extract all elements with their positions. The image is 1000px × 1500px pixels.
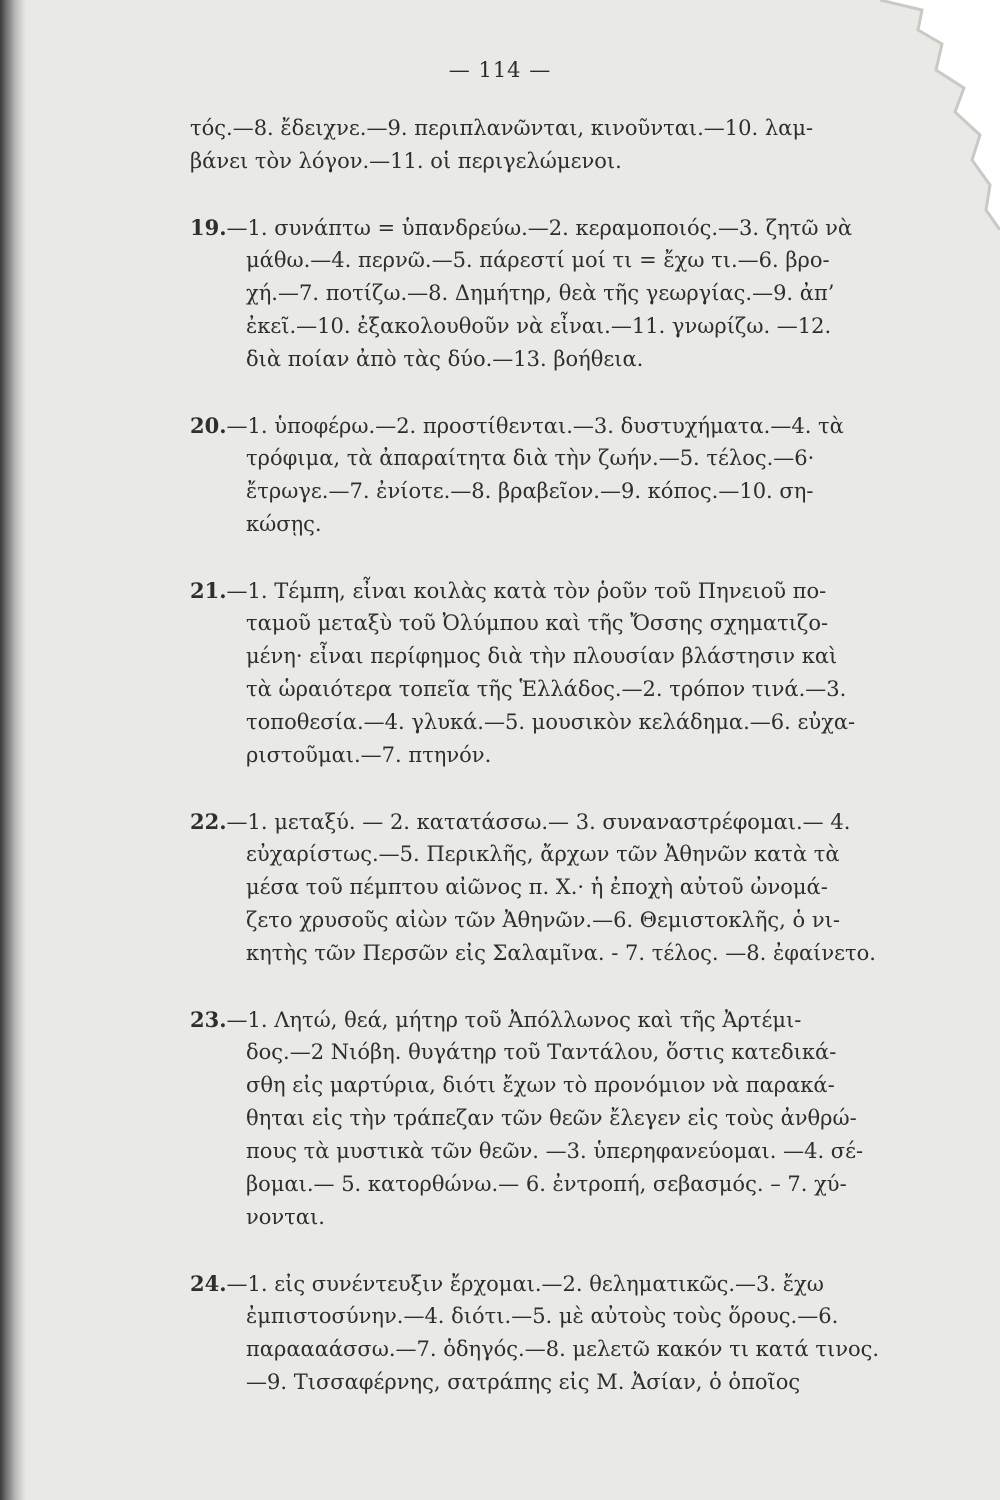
text-line: τός.—8. ἔδειχνε.—9. περιπλανῶνται, κινοῦνται.—10. λαμ- (190, 116, 814, 140)
paragraph (190, 805, 990, 970)
paragraph (190, 1267, 990, 1399)
binding-shadow (0, 0, 26, 1500)
paragraph (190, 112, 990, 178)
paragraph-number: 20. (190, 413, 227, 438)
text-line: δος.—2 Νιόβη. θυγάτηρ τοῦ Ταντάλου, ὅστις κατεδικά- (246, 1040, 837, 1064)
paragraph (190, 574, 990, 772)
text-line: ριστοῦμαι.—7. πτηνόν. (246, 743, 492, 767)
text-line: βομαι.— 5. κατορθώνω.— 6. ἐντροπή, σεβασμός. – 7. χύ- (246, 1172, 847, 1196)
text-line (190, 805, 990, 838)
paragraph-number: 21. (190, 578, 227, 603)
paragraph-number: 23. (190, 1007, 227, 1032)
text-line: κώσῃς. (246, 512, 322, 536)
text-body (190, 112, 990, 1432)
text-line: παραααάσσω.—7. ὁδηγός.—8. μελετῶ κακόν τι κατά τινος. (246, 1337, 880, 1361)
text-line: χή.—7. ποτίζω.—8. Δημήτηρ, θεὰ τῆς γεωργίας.—9. ἀπ’ (246, 281, 835, 305)
line-text: —1. μεταξύ. — 2. κατατάσσω.— 3. συναναστρέφομαι.— 4. (226, 810, 851, 834)
text-line (190, 574, 990, 607)
line-text: —1. Τέμπη, εἶναι κοιλὰς κατὰ τὸν ῥοῦν τοῦ Πηνειοῦ πο- (226, 579, 827, 603)
page-number: — 114 — (448, 58, 552, 82)
text-line: μάθω.—4. περνῶ.—5. πάρεστί μοί τι = ἔχω τι.—6. βρο- (246, 248, 830, 272)
text-line (190, 211, 990, 244)
paragraph (190, 211, 990, 376)
text-line: σθη εἰς μαρτύρια, διότι ἔχων τὸ προνόμιον νὰ παρακά- (246, 1073, 835, 1097)
text-line: νονται. (246, 1205, 325, 1229)
paragraph (190, 1003, 990, 1234)
paragraph (190, 409, 990, 541)
text-line: ἐμπιστοσύνην.—4. διότι.—5. μὲ αὐτοὺς τοὺς ὅρους.—6. (246, 1304, 839, 1328)
text-line: θηται εἰς τὴν τράπεζαν τῶν θεῶν ἔλεγεν εἰς τοὺς ἀνθρώ- (246, 1106, 857, 1130)
paragraph-number: 22. (190, 809, 227, 834)
text-line: βάνει τὸν λόγον.—11. οἱ περιγελώμενοι. (190, 149, 622, 173)
paragraph-number: 19. (190, 215, 227, 240)
text-line: τοποθεσία.—4. γλυκά.—5. μουσικὸν κελάδημα.—6. εὐχα- (246, 710, 856, 734)
text-line: ἐκεῖ.—10. ἐξακολουθοῦν νὰ εἶναι.—11. γνωρίζω. —12. (246, 314, 832, 338)
text-line (190, 409, 990, 442)
text-line: τὰ ὡραιότερα τοπεῖα τῆς Ἑλλάδος.—2. τρόπον τινά.—3. (246, 677, 847, 701)
text-line: εὐχαρίστως.—5. Περικλῆς, ἄρχων τῶν Ἀθηνῶν κατὰ τὰ (246, 842, 840, 866)
text-line: κητὴς τῶν Περσῶν εἰς Σαλαμῖνα. - 7. τέλος. —8. ἐφαίνετο. (246, 941, 876, 965)
text-line (190, 1003, 990, 1036)
line-text: —1. ὑποφέρω.—2. προστίθενται.—3. δυστυχήματα.—4. τὰ (226, 414, 844, 438)
text-line: πους τὰ μυστικὰ τῶν θεῶν. —3. ὑπερηφανεύομαι. —4. σέ- (246, 1139, 864, 1163)
text-line: —9. Τισσαφέρνης, σατράπης εἰς Μ. Ἀσίαν, ὁ ὁποῖος (246, 1370, 801, 1394)
paragraph-number: 24. (190, 1271, 227, 1296)
text-line: τρόφιμα, τὰ ἀπαραίτητα διὰ τὴν ζωήν.—5. τέλος.—6· (246, 446, 815, 470)
line-text: —1. συνάπτω = ὑπανδρεύω.—2. κεραμοποιός.—3. ζητῶ νὰ (226, 216, 853, 240)
text-line: ἔτρωγε.—7. ἐνίοτε.—8. βραβεῖον.—9. κόπος.—10. ση- (246, 479, 814, 503)
text-line: μέσα τοῦ πέμπτου αἰῶνος π. Χ.· ἡ ἐποχὴ αὐτοῦ ὠνομά- (246, 875, 828, 899)
text-line: ζετο χρυσοῦς αἰὼν τῶν Ἀθηνῶν.—6. Θεμιστοκλῆς, ὁ νι- (246, 908, 840, 932)
line-text: —1. εἰς συνέντευξιν ἔρχομαι.—2. θεληματικῶς.—3. ἔχω (226, 1272, 824, 1296)
line-text: —1. Λητώ, θεά, μήτηρ τοῦ Ἀπόλλωνος καὶ τῆς Ἀρτέμι- (226, 1008, 802, 1032)
text-line: ταμοῦ μεταξὺ τοῦ Ὀλύμπου καὶ τῆς Ὄσσης σχηματιζο- (246, 611, 829, 635)
text-line: διὰ ποίαν ἀπὸ τὰς δύο.—13. βοήθεια. (246, 347, 644, 371)
text-line (190, 1267, 990, 1300)
text-line: μένη· εἶναι περίφημος διὰ τὴν πλουσίαν βλάστησιν καὶ (246, 644, 838, 668)
